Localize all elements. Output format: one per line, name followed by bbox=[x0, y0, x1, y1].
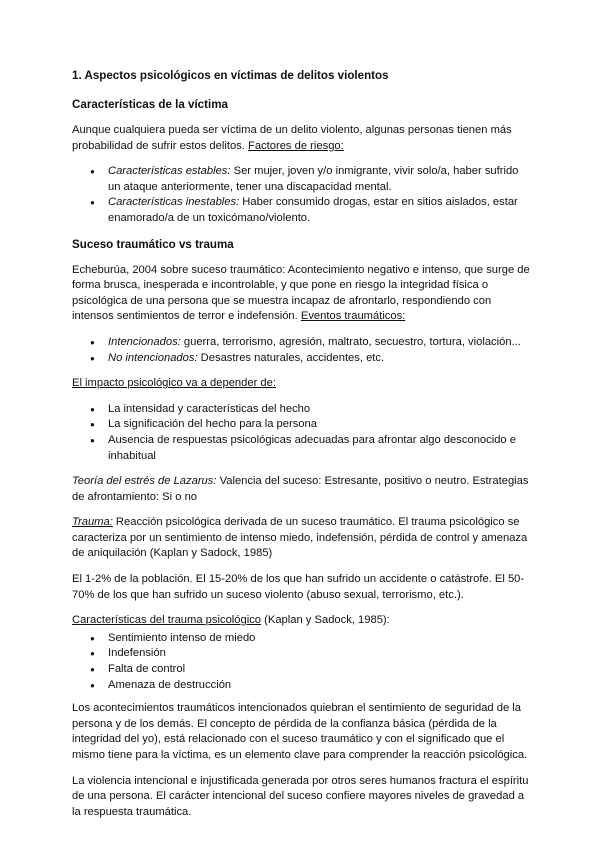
item-label: Características estables: bbox=[108, 165, 231, 178]
features-list bbox=[72, 631, 532, 693]
trauma-definition bbox=[72, 515, 532, 562]
trauma-heading: Suceso traumático vs trauma bbox=[72, 237, 234, 251]
document-page bbox=[72, 68, 532, 830]
list-item: ● Indefensión bbox=[108, 646, 532, 662]
list-item: ● Sentimiento intenso de miedo bbox=[108, 631, 532, 647]
document-title: 1. Aspectos psicológicos en víctimas de delitos violentos bbox=[72, 69, 389, 82]
item-label: No intencionados: bbox=[108, 351, 198, 364]
item-text: guerra, terrorismo, agresión, maltrato, secuestro, tortura, violación... bbox=[180, 335, 521, 348]
stats-paragraph: El 1-2% de la población. El 15-20% de los que han sufrido un accidente o catástrofe. El 50-70% de los que han sufrido un suceso violento (abuso sexual, terrorismo, etc.). bbox=[72, 573, 525, 601]
list-item bbox=[108, 335, 532, 351]
item-text: Haber consumido drogas, estar en sitios aislados, estar enamorado/a de un toxicómano/violento. bbox=[108, 196, 518, 224]
item-text: Ser mujer, joven y/o inmigrante, vivir solo/a, haber sufrido un ataque anteriormente, tener una discapacidad mental. bbox=[108, 165, 519, 193]
lazarus-text: Valencia del suceso: Estresante, positivo o neutro. Estrategias de afrontamiento: Si o no bbox=[72, 475, 529, 503]
traumatic-events-list bbox=[72, 335, 532, 366]
list-item: ● Amenaza de destrucción bbox=[108, 678, 532, 694]
risk-factors-label: Factores de riesgo: bbox=[248, 139, 344, 152]
list-item: ● La significación del hecho para la persona bbox=[108, 417, 532, 433]
victim-intro bbox=[72, 123, 532, 154]
paragraph: La violencia intencional e injustificada generada por otros seres humanos fractura el espíritu de una persona. El carácter intencional del suceso confiere mayores niveles de gravedad a la respuesta traumática. bbox=[72, 774, 529, 818]
paragraph: Los acontecimientos traumáticos intencionados quiebran el sentimiento de seguridad de la persona y de los demás. El concepto de pérdida de la confianza básica (pérdida de la integridad del yo), está relacionado con el suceso traumático y con el significado que el mismo tiene para la víctima, es un elemento clave para comprender la reacción psicológica. bbox=[72, 702, 528, 761]
impact-heading: El impacto psicológico va a depender de: bbox=[72, 377, 276, 390]
list-item bbox=[108, 164, 532, 195]
victim-intro-text: Aunque cualquiera pueda ser víctima de un delito violento, algunas personas tienen más probabilidad de sufrir estos delitos. bbox=[72, 124, 512, 152]
features-ref: (Kaplan y Sadock, 1985): bbox=[261, 614, 390, 627]
victim-heading: Características de la víctima bbox=[72, 98, 228, 111]
impact-list bbox=[72, 402, 532, 464]
features-heading bbox=[72, 613, 532, 629]
risk-factors-list bbox=[72, 164, 532, 226]
list-item: ● Ausencia de respuestas psicológicas adecuadas para afrontar algo desconocido e inhabitual bbox=[108, 433, 532, 464]
list-item bbox=[108, 351, 532, 367]
traumatic-events-label: Eventos traumáticos: bbox=[300, 310, 406, 323]
trauma-label: Trauma: bbox=[72, 516, 113, 529]
trauma-intro-text: Echeburúa, 2004 sobre suceso traumático: Acontecimiento negativo e intenso, que surge de forma brusca, inesperada e incontrolable, y que pone en riesgo la integridad física o psicológica de una persona que se muestra incapaz de afrontarlo, respondiendo con intensos sentimientos de terror e indefensión. bbox=[72, 263, 530, 323]
item-label: Intencionados: bbox=[108, 335, 181, 348]
list-item: ● La intensidad y características del hecho bbox=[108, 402, 532, 418]
trauma-intro bbox=[72, 263, 532, 325]
lazarus-paragraph bbox=[72, 474, 532, 505]
item-label: Características inestables: bbox=[108, 196, 240, 209]
lazarus-label: Teoría del estrés de Lazarus: bbox=[72, 475, 217, 488]
list-item bbox=[108, 195, 532, 226]
features-heading-label: Características del trauma psicológico bbox=[72, 614, 262, 627]
item-text: Desastres naturales, accidentes, etc. bbox=[197, 351, 385, 364]
list-item: ● Falta de control bbox=[108, 662, 532, 678]
trauma-text: Reacción psicológica derivada de un suceso traumático. El trauma psicológico se caracteriza por un sentimiento de intenso miedo, indefensión, pérdida de control y amenaza de aniquilación (Kaplan y Sadock, 1985) bbox=[72, 516, 528, 560]
